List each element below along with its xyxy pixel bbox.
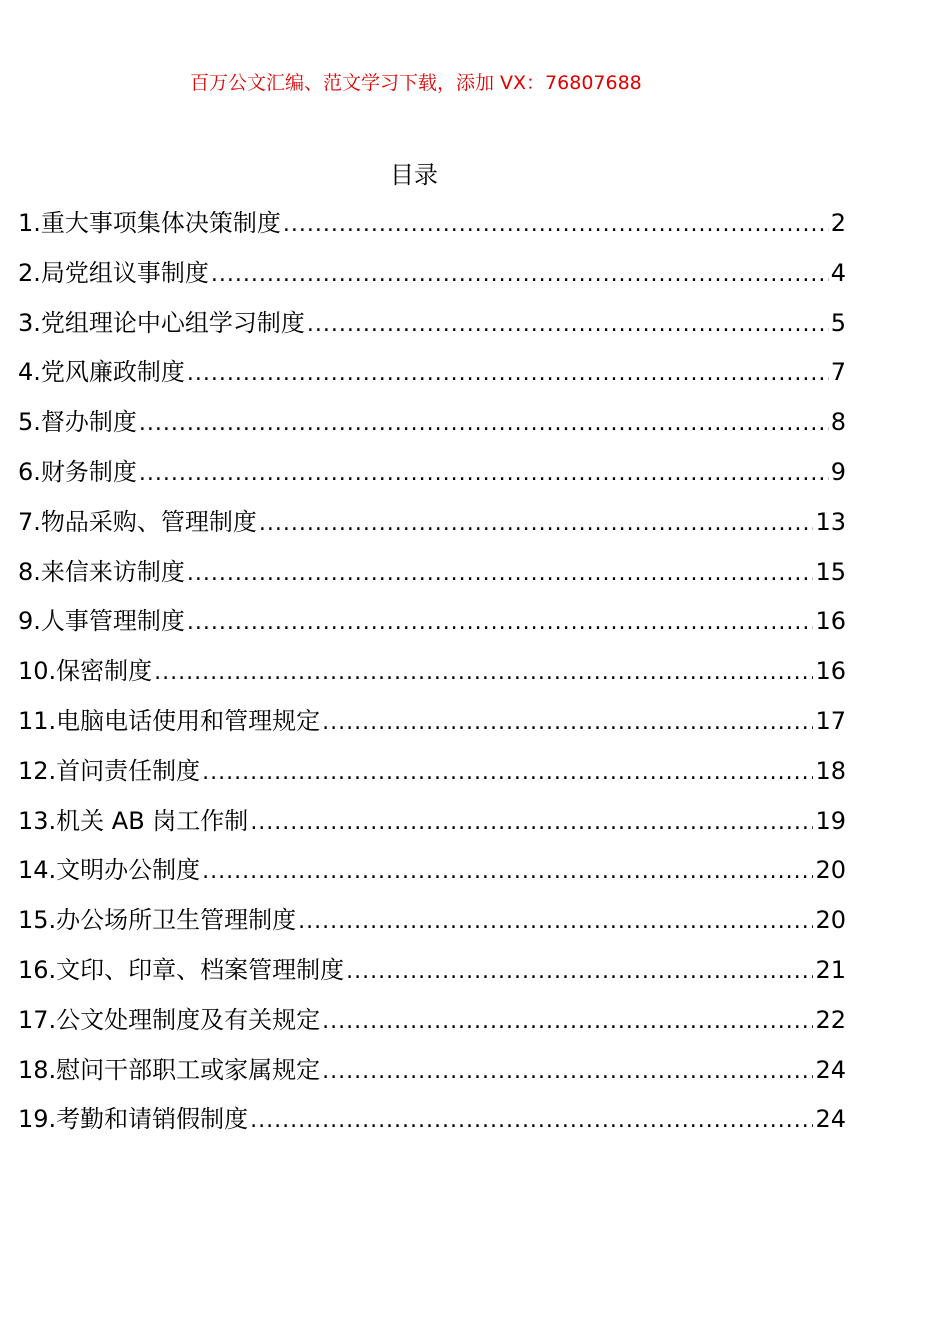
table-of-contents [18, 199, 846, 1145]
toc-leader-dots [187, 598, 814, 648]
toc-leader-dots [322, 698, 813, 748]
toc-leader-dots [298, 897, 813, 947]
toc-entry-label: 4.党风廉政制度 [18, 358, 185, 387]
toc-entry[interactable] [18, 1046, 846, 1096]
toc-entry-page: 16 [815, 657, 846, 686]
toc-entry[interactable] [18, 597, 846, 647]
toc-leader-dots [283, 200, 829, 250]
toc-entry-page: 9 [830, 457, 846, 486]
toc-leader-dots [139, 399, 829, 449]
toc-entry-label: 13.机关 AB 岗工作制 [18, 806, 249, 835]
toc-title: 目录 [390, 161, 438, 189]
toc-entry[interactable] [18, 199, 846, 249]
toc-entry-label: 12.首问责任制度 [18, 756, 201, 785]
toc-leader-dots [154, 648, 813, 698]
toc-leader-dots [322, 997, 813, 1047]
toc-leader-dots [202, 847, 813, 897]
toc-entry-label: 16.文印、印章、档案管理制度 [18, 955, 345, 984]
toc-entry-label: 7.物品采购、管理制度 [18, 507, 257, 536]
toc-leader-dots [202, 748, 813, 798]
toc-entry-label: 8.来信来访制度 [18, 557, 185, 586]
header-note: 百万公文汇编、范文学习下载，添加 VX：76807688 [190, 72, 642, 94]
toc-leader-dots [211, 250, 829, 300]
toc-entry[interactable] [18, 1095, 846, 1145]
toc-entry[interactable] [18, 896, 846, 946]
toc-entry-page: 22 [815, 1005, 846, 1034]
toc-entry-page: 20 [815, 856, 846, 885]
toc-entry-label: 17.公文处理制度及有关规定 [18, 1005, 321, 1034]
toc-entry-page: 17 [815, 706, 846, 735]
toc-entry[interactable] [18, 797, 846, 847]
toc-entry-page: 8 [830, 408, 846, 437]
toc-entry-label: 14.文明办公制度 [18, 856, 201, 885]
toc-leader-dots [307, 300, 829, 350]
toc-entry-label: 2.局党组议事制度 [18, 258, 209, 287]
toc-leader-dots [250, 1096, 813, 1146]
toc-entry[interactable] [18, 647, 846, 697]
toc-entry-page: 24 [815, 1105, 846, 1134]
toc-entry[interactable] [18, 697, 846, 747]
toc-entry-label: 9.人事管理制度 [18, 607, 185, 636]
toc-entry[interactable] [18, 996, 846, 1046]
toc-entry-page: 15 [815, 557, 846, 586]
toc-entry[interactable] [18, 348, 846, 398]
toc-entry-page: 20 [815, 906, 846, 935]
toc-leader-dots [139, 449, 829, 499]
toc-entry-label: 6.财务制度 [18, 457, 137, 486]
toc-entry[interactable] [18, 249, 846, 299]
toc-entry-page: 4 [830, 258, 846, 287]
toc-entry-page: 13 [815, 507, 846, 536]
toc-entry-label: 11.电脑电话使用和管理规定 [18, 706, 321, 735]
toc-entry[interactable] [18, 946, 846, 996]
toc-entry[interactable] [18, 498, 846, 548]
toc-leader-dots [250, 798, 813, 848]
toc-entry-label: 19.考勤和请销假制度 [18, 1105, 249, 1134]
toc-entry-label: 1.重大事项集体决策制度 [18, 209, 281, 237]
toc-leader-dots [346, 947, 813, 997]
toc-entry-label: 18.慰问干部职工或家属规定 [18, 1055, 321, 1084]
toc-entry[interactable] [18, 448, 846, 498]
toc-entry[interactable] [18, 299, 846, 349]
toc-leader-dots [187, 549, 814, 599]
toc-leader-dots [187, 349, 829, 399]
toc-entry-label: 5.督办制度 [18, 408, 137, 437]
toc-entry-label: 10.保密制度 [18, 657, 153, 686]
toc-leader-dots [322, 1047, 813, 1097]
toc-entry-page: 2 [830, 209, 846, 237]
toc-entry[interactable] [18, 398, 846, 448]
toc-entry[interactable] [18, 846, 846, 896]
toc-entry-label: 3.党组理论中心组学习制度 [18, 308, 305, 337]
toc-entry[interactable] [18, 747, 846, 797]
toc-entry-page: 18 [815, 756, 846, 785]
toc-entry-page: 21 [815, 955, 846, 984]
toc-entry-label: 15.办公场所卫生管理制度 [18, 906, 297, 935]
toc-entry-page: 5 [830, 308, 846, 337]
toc-leader-dots [259, 499, 814, 549]
toc-entry-page: 24 [815, 1055, 846, 1084]
toc-entry[interactable] [18, 548, 846, 598]
toc-entry-page: 16 [815, 607, 846, 636]
toc-entry-page: 19 [815, 806, 846, 835]
toc-entry-page: 7 [830, 358, 846, 387]
